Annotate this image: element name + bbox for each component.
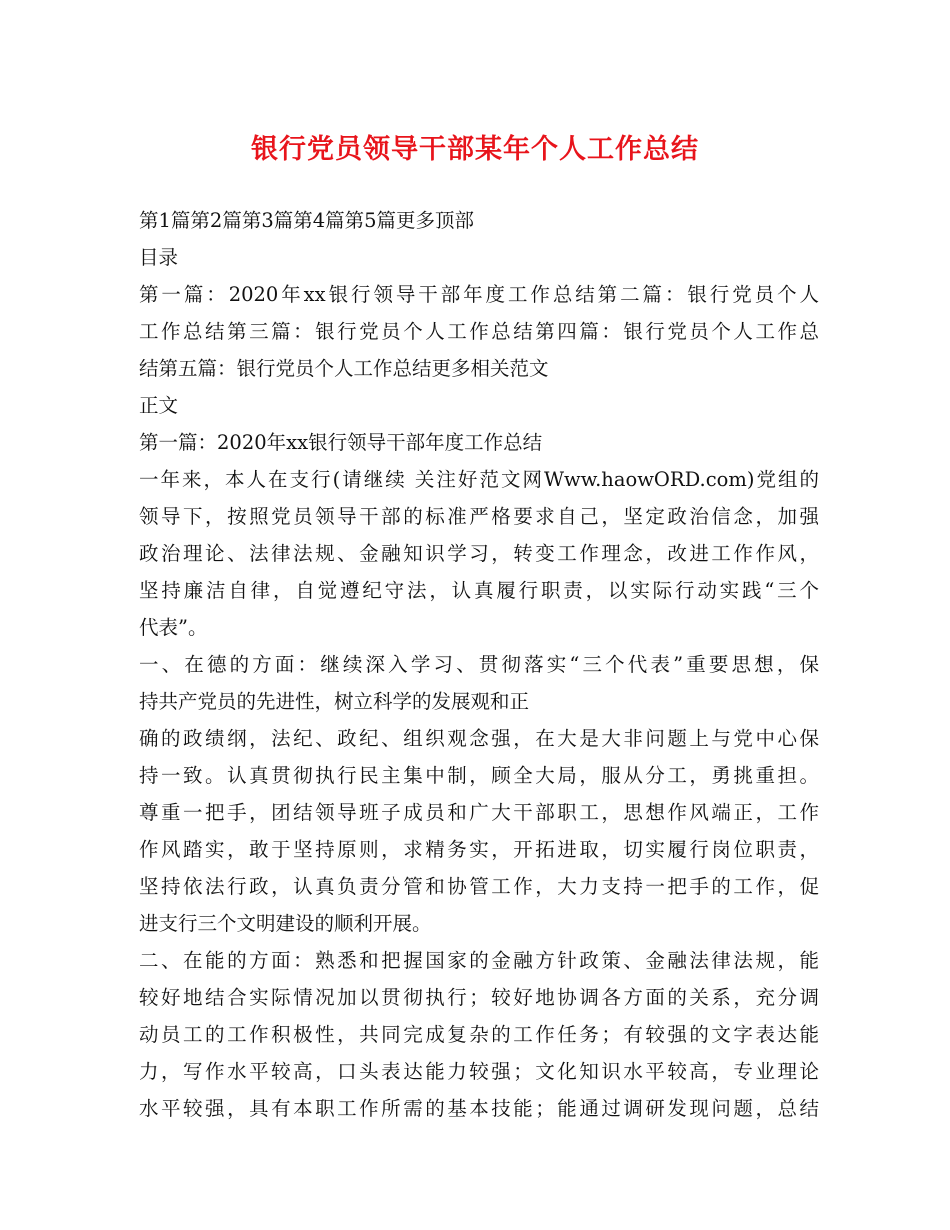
- text-line: 持共产党员的先进性，树立科学的发展观和正: [139, 690, 530, 713]
- text-line: 动员工的工作积极性，共同完成复杂的工作任务；有较强的文字表达能: [139, 1023, 819, 1046]
- text-line: 第一篇：2020年xx银行领导干部年度工作总结: [139, 431, 543, 454]
- document-title: 银行党员领导干部某年个人工作总结: [251, 134, 699, 165]
- text-line: 一、在德的方面：继续深入学习、贯彻落实“三个代表”重要思想，保: [139, 653, 819, 676]
- text-line: 进支行三个文明建设的顺利开展。: [139, 912, 432, 935]
- text-line: 确的政绩纲，法纪、政纪、组织观念强，在大是大非问题上与党中心保: [139, 727, 819, 750]
- text-line: 工作总结第三篇：银行党员个人工作总结第四篇：银行党员个人工作总: [139, 320, 819, 343]
- text-line: 作风踏实，敢于坚持原则，求精务实，开拓进取，切实履行岗位职责，: [139, 838, 819, 861]
- text-line: 正文: [139, 394, 179, 417]
- text-line: 坚持廉洁自律，自觉遵纪守法，认真履行职责，以实际行动实践“三个: [139, 579, 819, 602]
- text-line: 结第五篇：银行党员个人工作总结更多相关范文: [139, 357, 549, 380]
- text-line: 水平较强，具有本职工作所需的基本技能；能通过调研发现问题，总结: [139, 1097, 819, 1120]
- text-line: 力，写作水平较高，口头表达能力较强；文化知识水平较高，专业理论: [139, 1060, 819, 1083]
- text-line: 二、在能的方面：熟悉和把握国家的金融方针政策、金融法律法规，能: [139, 949, 819, 972]
- text-line: 目录: [139, 246, 179, 269]
- text-line: 一年来，本人在支行(请继续 关注好范文网Www.haowORD.com)党组的: [139, 468, 819, 491]
- text-line: 代表”。: [139, 616, 208, 639]
- text-line: 尊重一把手，团结领导班子成员和广大干部职工，思想作风端正，工作: [139, 801, 819, 824]
- text-line: 第1篇第2篇第3篇第4篇第5篇更多顶部: [139, 209, 475, 232]
- text-line: 坚持依法行政，认真负责分管和协管工作，大力支持一把手的工作，促: [139, 875, 819, 898]
- text-line: 领导下，按照党员领导干部的标准严格要求自己，坚定政治信念，加强: [139, 505, 819, 528]
- text-line: 持一致。认真贯彻执行民主集中制，顾全大局，服从分工，勇挑重担。: [139, 764, 819, 787]
- text-line: 较好地结合实际情况加以贯彻执行；较好地协调各方面的关系，充分调: [139, 986, 819, 1009]
- document-body: [139, 202, 819, 1127]
- text-line: 第一篇：2020年xx银行领导干部年度工作总结第二篇：银行党员个人: [139, 283, 819, 306]
- text-line: 政治理论、法律法规、金融知识学习，转变工作理念，改进工作作风，: [139, 542, 819, 565]
